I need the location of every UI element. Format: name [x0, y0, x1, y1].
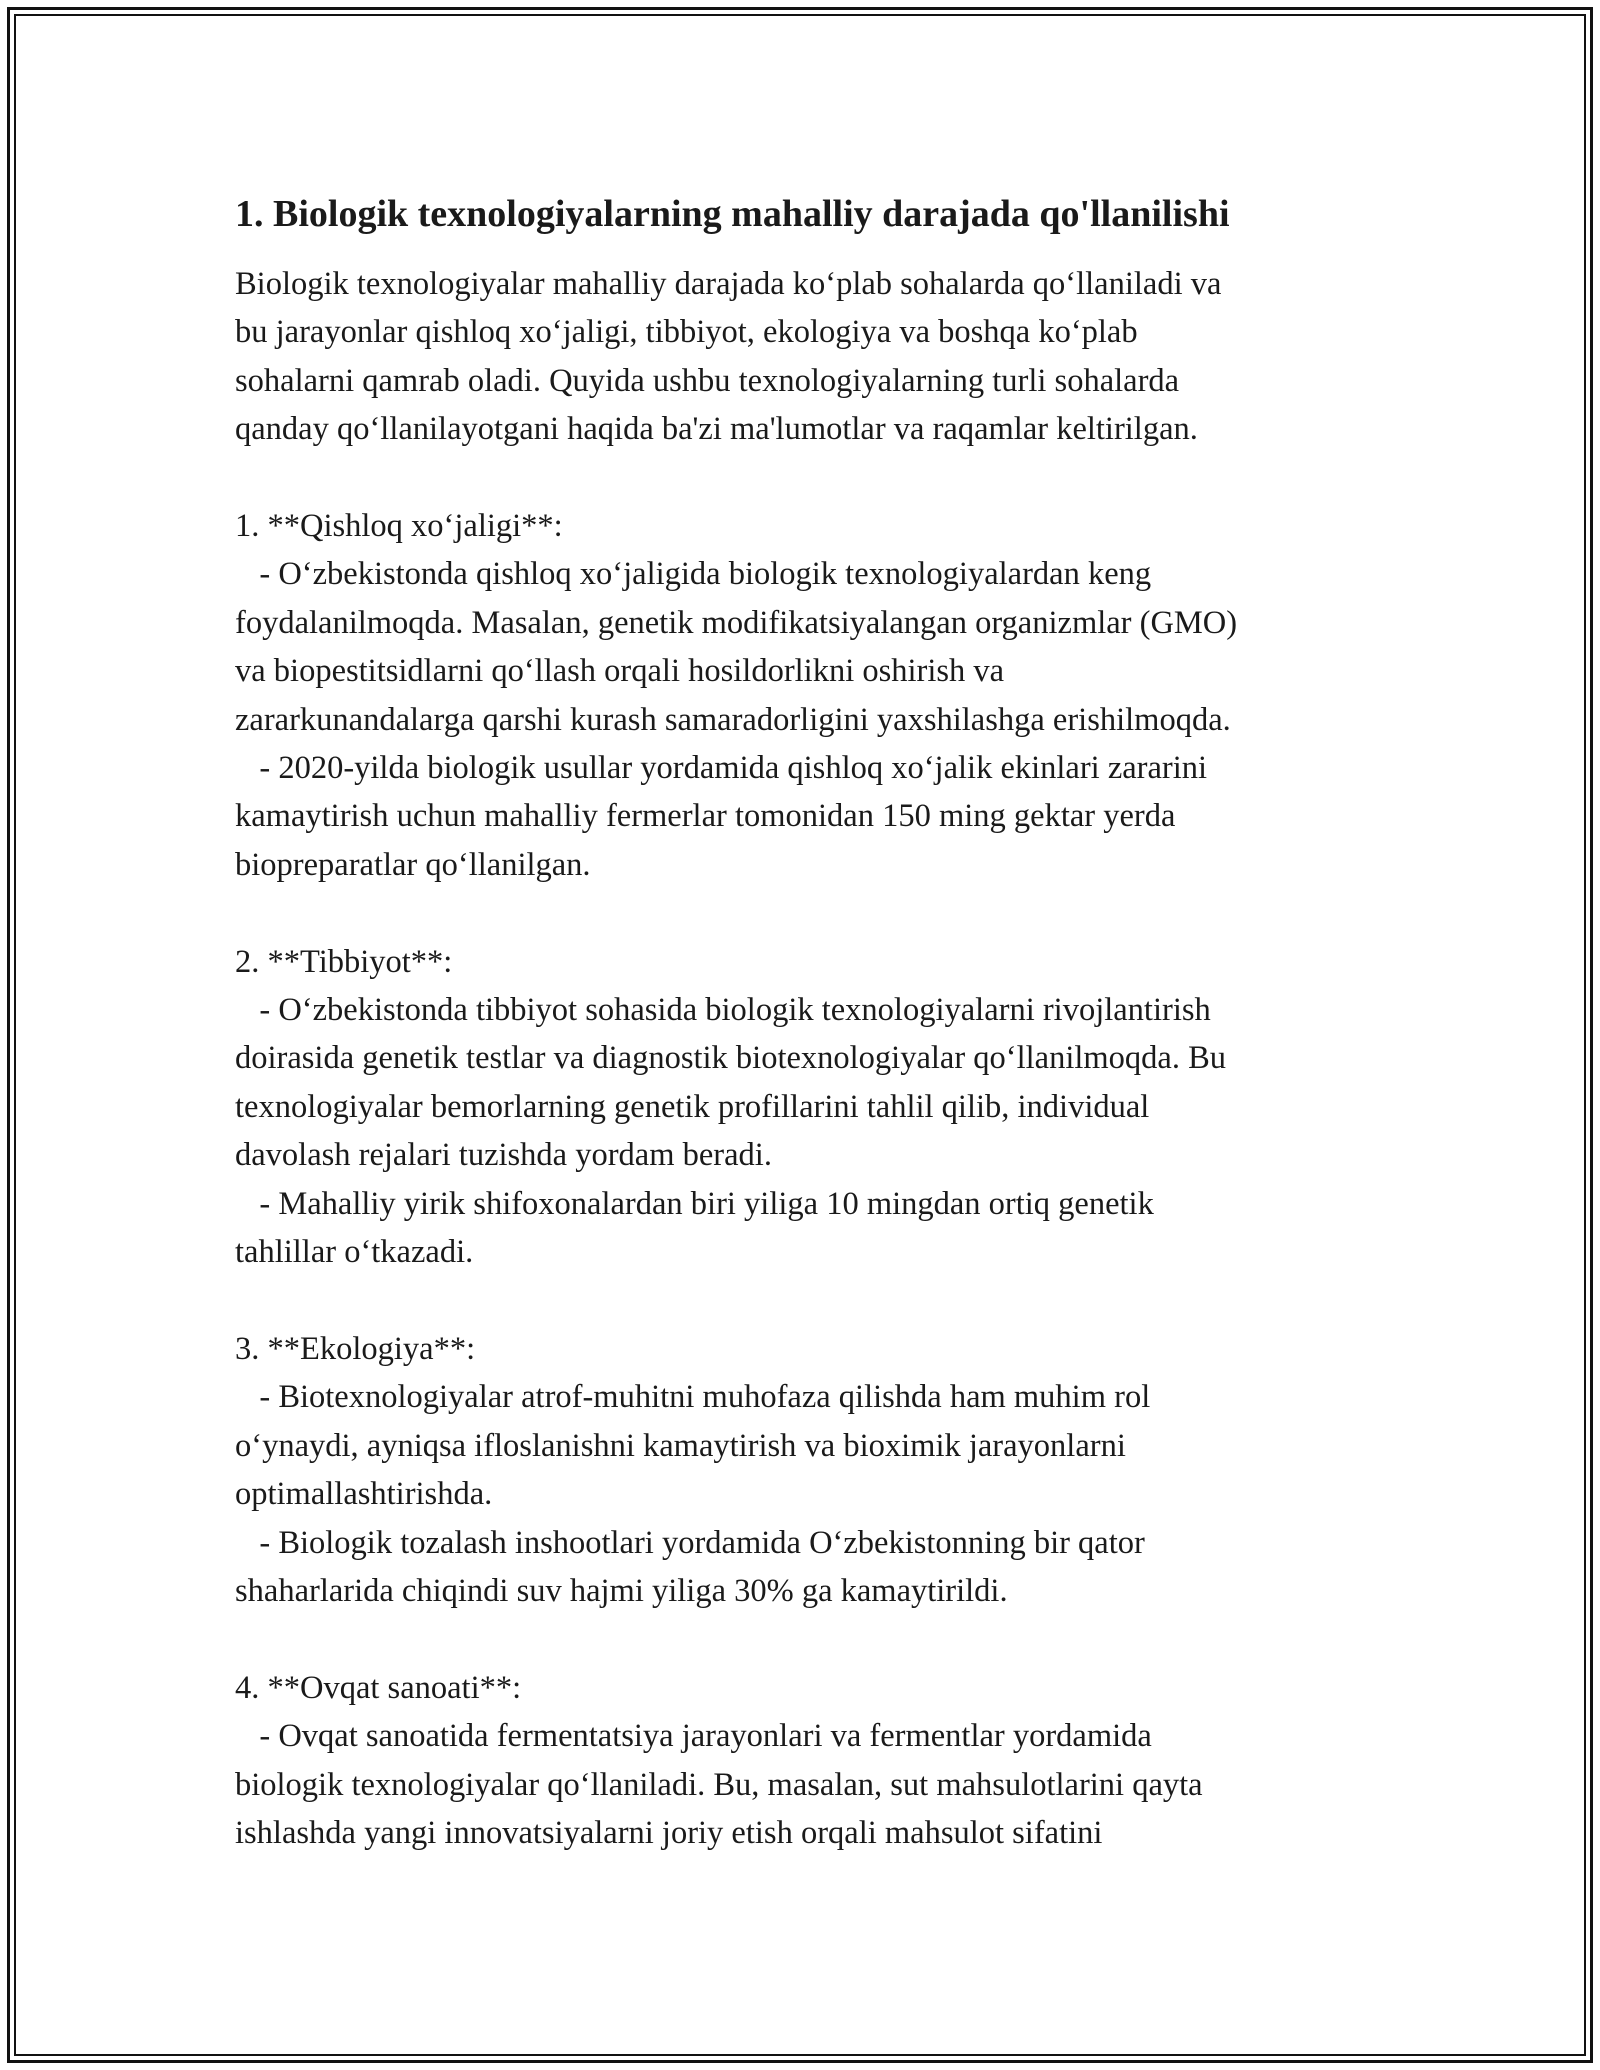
text-line: oʻynaydi, ayniqsa ifloslanishni kamaytirish va bioximik jarayonlarni — [235, 1427, 1126, 1464]
text-line: - Biotexnologiyalar atrof-muhitni muhofaza qilishda ham muhim rol — [235, 1379, 1151, 1416]
text-line: shaharlarida chiqindi suv hajmi yiliga 30% ga kamaytirildi. — [235, 1572, 1008, 1609]
text-line: qanday qoʻllanilayotgani haqida ba'zi ma'lumotlar va raqamlar keltirilgan. — [235, 411, 1198, 448]
text-line: kamaytirish uchun mahalliy fermerlar tomonidan 150 ming gektar yerda — [235, 798, 1176, 835]
blank-line — [235, 889, 1385, 937]
text-line: - Oʻzbekistonda qishloq xoʻjaligida biologik texnologiyalardan keng — [235, 556, 1152, 593]
text-line: - 2020-yilda biologik usullar yordamida qishloq xoʻjalik ekinlari zararini — [235, 750, 1208, 787]
text-line: bu jarayonlar qishloq xoʻjaligi, tibbiyot, ekologiya va boshqa koʻplab — [235, 314, 1138, 351]
text-line: - Oʻzbekistonda tibbiyot sohasida biologik texnologiyalarni rivojlantirish — [235, 992, 1211, 1029]
document-body — [235, 186, 1385, 1857]
text-line: - Mahalliy yirik shifoxonalardan biri yiliga 10 mingdan ortiq genetik — [235, 1185, 1154, 1222]
text-line: 1. **Qishloq xoʻjaligi**: — [235, 508, 563, 545]
blank-line — [235, 454, 1385, 502]
text-line: sohalarni qamrab oladi. Quyida ushbu texnologiyalarning turli sohalarda — [235, 362, 1180, 399]
text-line: doirasida genetik testlar va diagnostik biotexnologiyalar qoʻllanilmoqda. Bu — [235, 1040, 1227, 1077]
text-line: ishlashda yangi innovatsiyalarni joriy etish orqali mahsulot sifatini — [235, 1814, 1103, 1851]
text-line: optimallashtirishda. — [235, 1476, 493, 1513]
text-line: texnologiyalar bemorlarning genetik profillarini tahlil qilib, individual — [235, 1088, 1150, 1125]
text-line: biopreparatlar qoʻllanilgan. — [235, 846, 591, 883]
text-line: zararkunandalarga qarshi kurash samaradorligini yaxshilashga erishilmoqda. — [235, 701, 1231, 738]
text-line: va biopestitsidlarni qoʻllash orqali hosildorlikni oshirish va — [235, 653, 1005, 690]
blank-line — [235, 1615, 1385, 1663]
text-line: biologik texnologiyalar qoʻllaniladi. Bu, masalan, sut mahsulotlarini qayta — [235, 1766, 1203, 1803]
text-line: 4. **Ovqat sanoati**: — [235, 1669, 522, 1706]
text-line: tahlillar oʻtkazadi. — [235, 1234, 474, 1271]
document-title: 1. Biologik texnologiyalarning mahalliy darajada qo'llanilishi — [235, 193, 1230, 235]
text-line: - Biologik tozalash inshootlari yordamida Oʻzbekistonning bir qator — [235, 1524, 1145, 1561]
text-line: Biologik texnologiyalar mahalliy darajada koʻplab sohalarda qoʻllaniladi va — [235, 266, 1222, 302]
text-line: - Ovqat sanoatida fermentatsiya jarayonlari va fermentlar yordamida — [235, 1718, 1152, 1755]
blank-line — [235, 1277, 1385, 1325]
document-text — [235, 260, 1385, 1857]
text-line: davolash rejalari tuzishda yordam beradi. — [235, 1137, 772, 1174]
text-line: 3. **Ekologiya**: — [235, 1330, 476, 1367]
text-line: foydalanilmoqda. Masalan, genetik modifikatsiyalangan organizmlar (GMO) — [235, 604, 1238, 641]
text-line: 2. **Tibbiyot**: — [235, 943, 453, 980]
